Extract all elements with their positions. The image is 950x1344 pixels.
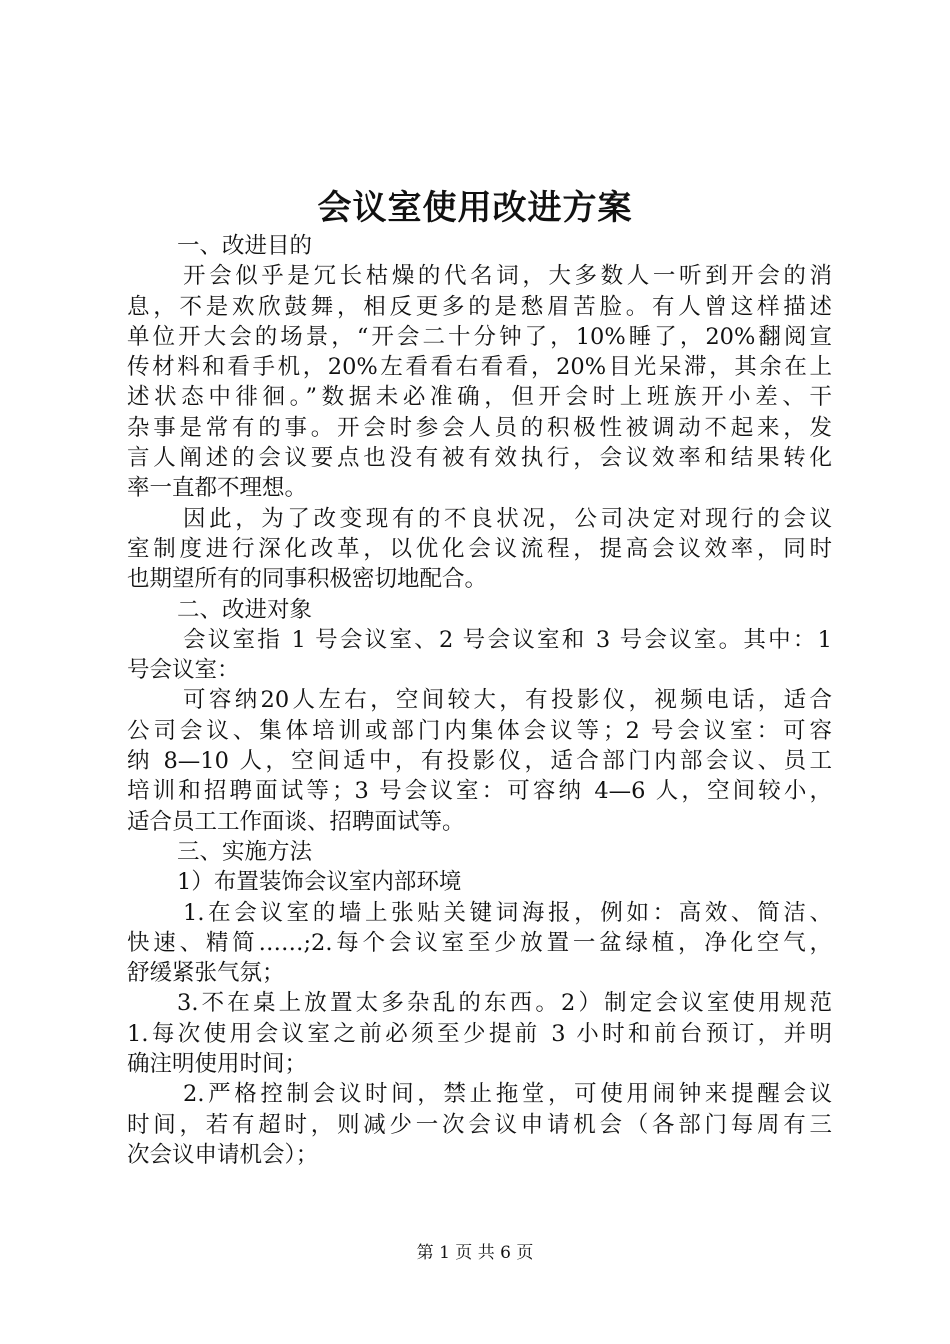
paragraph-line: 率一直都不理想。 [127,475,308,502]
paragraph-line: 时间，若有超时，则减少一次会议申请机会（各部门每周有三 [127,1111,832,1138]
section-heading: 一、改进目的 [177,233,313,259]
paragraph-line: 2.严格控制会议时间，禁止拖堂，可使用闹钟来提醒会议 [183,1081,832,1108]
paragraph-line: 培训和招聘面试等；3 号会议室：可容纳 4—6 人，空间较小， [127,778,832,805]
paragraph-line: 杂事是常有的事。开会时参会人员的积极性被调动不起来，发 [127,414,832,441]
section-heading: 二、改进对象 [177,596,313,623]
paragraph-line: 纳 8—10 人，空间适中，有投影仪，适合部门内部会议、员工 [127,748,832,775]
paragraph-line: 室制度进行深化改革，以优化会议流程，提高会议效率，同时 [127,535,832,562]
paragraph-line: 快速、精简……;2.每个会议室至少放置一盆绿植，净化空气， [127,929,832,956]
paragraph-line: 公司会议、集体培训或部门内集体会议等；2 号会议室：可容 [127,717,832,744]
paragraph-line: 言人阐述的会议要点也没有被有效执行，会议效率和结果转化 [127,445,832,472]
document-body [127,231,832,1170]
paragraph-line: 开会似乎是冗长枯燥的代名词，大多数人一听到开会的消 [183,263,832,290]
paragraph-line: 传材料和看手机，20%左看看右看看，20%目光呆滞，其余在上 [127,354,832,381]
paragraph-line: 述状态中徘徊。”数据未必准确，但开会时上班族开小差、干 [127,384,832,411]
page-number-footer: 第 1 页 共 6 页 [416,1243,534,1263]
paragraph-line: 次会议申请机会）； [127,1141,319,1168]
paragraph-line: 号会议室： [127,657,240,684]
subsection-heading: 1）布置装饰会议室内部环境 [177,869,462,896]
paragraph-line: 舒缓紧张气氛； [127,960,285,987]
paragraph-line: 适合员工工作面谈、招聘面试等。 [127,808,465,835]
paragraph-line: 也期望所有的同事积极密切地配合。 [127,566,488,593]
paragraph-line: 息，不是欢欣鼓舞，相反更多的是愁眉苦脸。有人曾这样描述 [127,293,832,320]
paragraph-line: 1.在会议室的墙上张贴关键词海报，例如：高效、简洁、 [183,899,832,926]
paragraph-line: 3.不在桌上放置太多杂乱的东西。2）制定会议室使用规范 [177,990,832,1017]
paragraph-line: 因此，为了改变现有的不良状况，公司决定对现行的会议 [183,505,832,532]
paragraph-line: 可容纳20人左右，空间较大，有投影仪，视频电话，适合 [183,687,832,714]
paragraph-line: 确注明使用时间； [127,1051,308,1078]
paragraph-line: 会议室指 1 号会议室、2 号会议室和 3 号会议室。其中：1 [183,626,832,653]
section-heading: 三、实施方法 [177,838,313,865]
paragraph-line: 1.每次使用会议室之前必须至少提前 3 小时和前台预订，并明 [127,1020,832,1047]
document-title: 会议室使用改进方案 [317,188,633,228]
paragraph-line: 单位开大会的场景，“开会二十分钟了，10%睡了，20%翻阅宣 [127,323,832,350]
